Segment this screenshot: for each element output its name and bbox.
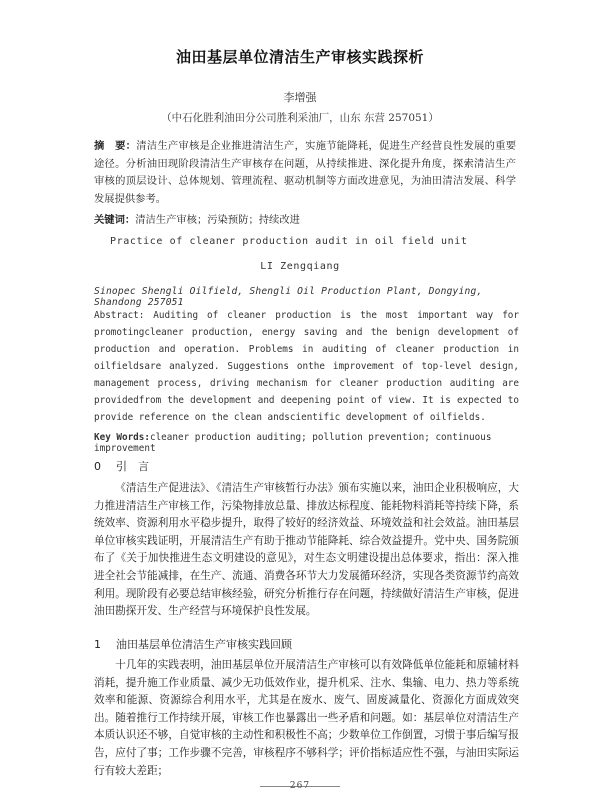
section-title: 引 言 — [116, 460, 149, 473]
keywords-cn-text: 清洁生产审核；污染预防；持续改进 — [135, 214, 300, 226]
body-paragraph: 《清洁生产促进法》、《清洁生产审核暂行办法》颁布实施以来，油田企业积极响应，大力推进清洁生产审核工作，污染物排放总量、排放达标程度、能耗物料消耗等持续下降，系统效率、资源利用水平稳步提升，取得了较好的经济效益、环境效益和社会效益。油田基层单位审核实践证明，开展清洁生产有助于推动节能降耗、综合效益提升。党中央、国务院颁布了《关于加快推进生态文明建设的意见》，对生态文明建设提出总体要求，指出：深入推进全社会节能减排，在生产、流通、消费各环节大力发展循环经济，实现各类资源节约高效利用。现阶段有必要总结审核经验，研究分析推行存在问题，持续做好清洁生产审核，促进油田勘探开发、生产经营与环境保护良性发展。 — [94, 482, 519, 618]
abstract-en-text: Auditing of cleaner production is the most important way for promotingcleaner production, energy saving and the benign development of production and operation. Problems in auditing of cleaner production in oilfieldsare analyzed. Suggestions onthe improvement of top-level design, management process, driving mechanism for cleaner production auditing are providedfrom the development and deepening point of view. It is expected to provide reference on the clean andscientific development of oilfields. — [94, 310, 519, 423]
section-number: 1 — [94, 638, 101, 651]
affiliation-en: Sinopec Shengli Oilfield, Shengli Oil Production Plant, Dongying, Shandong 257051 — [94, 286, 483, 308]
author-name-cn: 李增强 — [283, 91, 317, 104]
abstract-cn-text: 清洁生产审核是企业推进清洁生产，实施节能降耗，促进生产经营良性发展的重要途径。分析油田现阶段清洁生产审核存在问题，从持续推进、深化提升角度，探索清洁生产审核的顶层设计、总体规划、管理流程、驱动机制等方面改进意见，为油田清洁发展、科学发展提供参考。 — [94, 140, 517, 205]
keywords-en-label: Key Words: — [94, 432, 150, 443]
page-number: 267 — [289, 781, 311, 791]
keywords-cn-label: 关键词： — [94, 214, 136, 226]
section-title: 油田基层单位清洁生产审核实践回顾 — [116, 638, 292, 651]
abstract-cn — [94, 138, 516, 208]
keywords-en-text: cleaner production auditing; pollution prevention; continuous improvement — [94, 432, 492, 454]
author-name-en: LI Zengqiang — [260, 261, 340, 272]
section-heading — [94, 636, 292, 652]
keywords-cn — [94, 211, 516, 226]
abstract-en-label: Abstract: — [94, 310, 145, 321]
body-paragraph: 十几年的实践表明，油田基层单位开展清洁生产审核可以有效降低单位能耗和原辅材料消耗，提升施工作业质量、减少无功低效作业，提升机采、注水、集输、电力、热力等系统效率和能源、资源综合利用水平，尤其是在废水、废气、固废减量化、资源化方面成效突出。随着推行工作持续开展，审核工作也暴露出一些矛盾和问题。如：基层单位对清洁生产本质认识还不够，自觉审核的主动性和积极性不高；少数单位工作倒置，习惯于事后编写报告，应付了事；工作步骤不完善，审核程序不够科学；评价指标适应性不强，与油田实际运行有较大差距； — [94, 659, 519, 777]
paper-title: 油田基层单位清洁生产审核实践探析 — [175, 48, 424, 66]
paper-title-en: Practice of cleaner production audit in oil field unit — [110, 236, 468, 247]
section-number: 0 — [94, 460, 101, 473]
abstract-cn-label: 摘 要： — [94, 140, 137, 152]
affiliation-cn: （中石化胜利油田分公司胜利采油厂，山东 东营 257051） — [161, 112, 439, 124]
section-heading — [94, 458, 149, 474]
keywords-en — [94, 432, 524, 454]
abstract-en — [94, 307, 519, 426]
